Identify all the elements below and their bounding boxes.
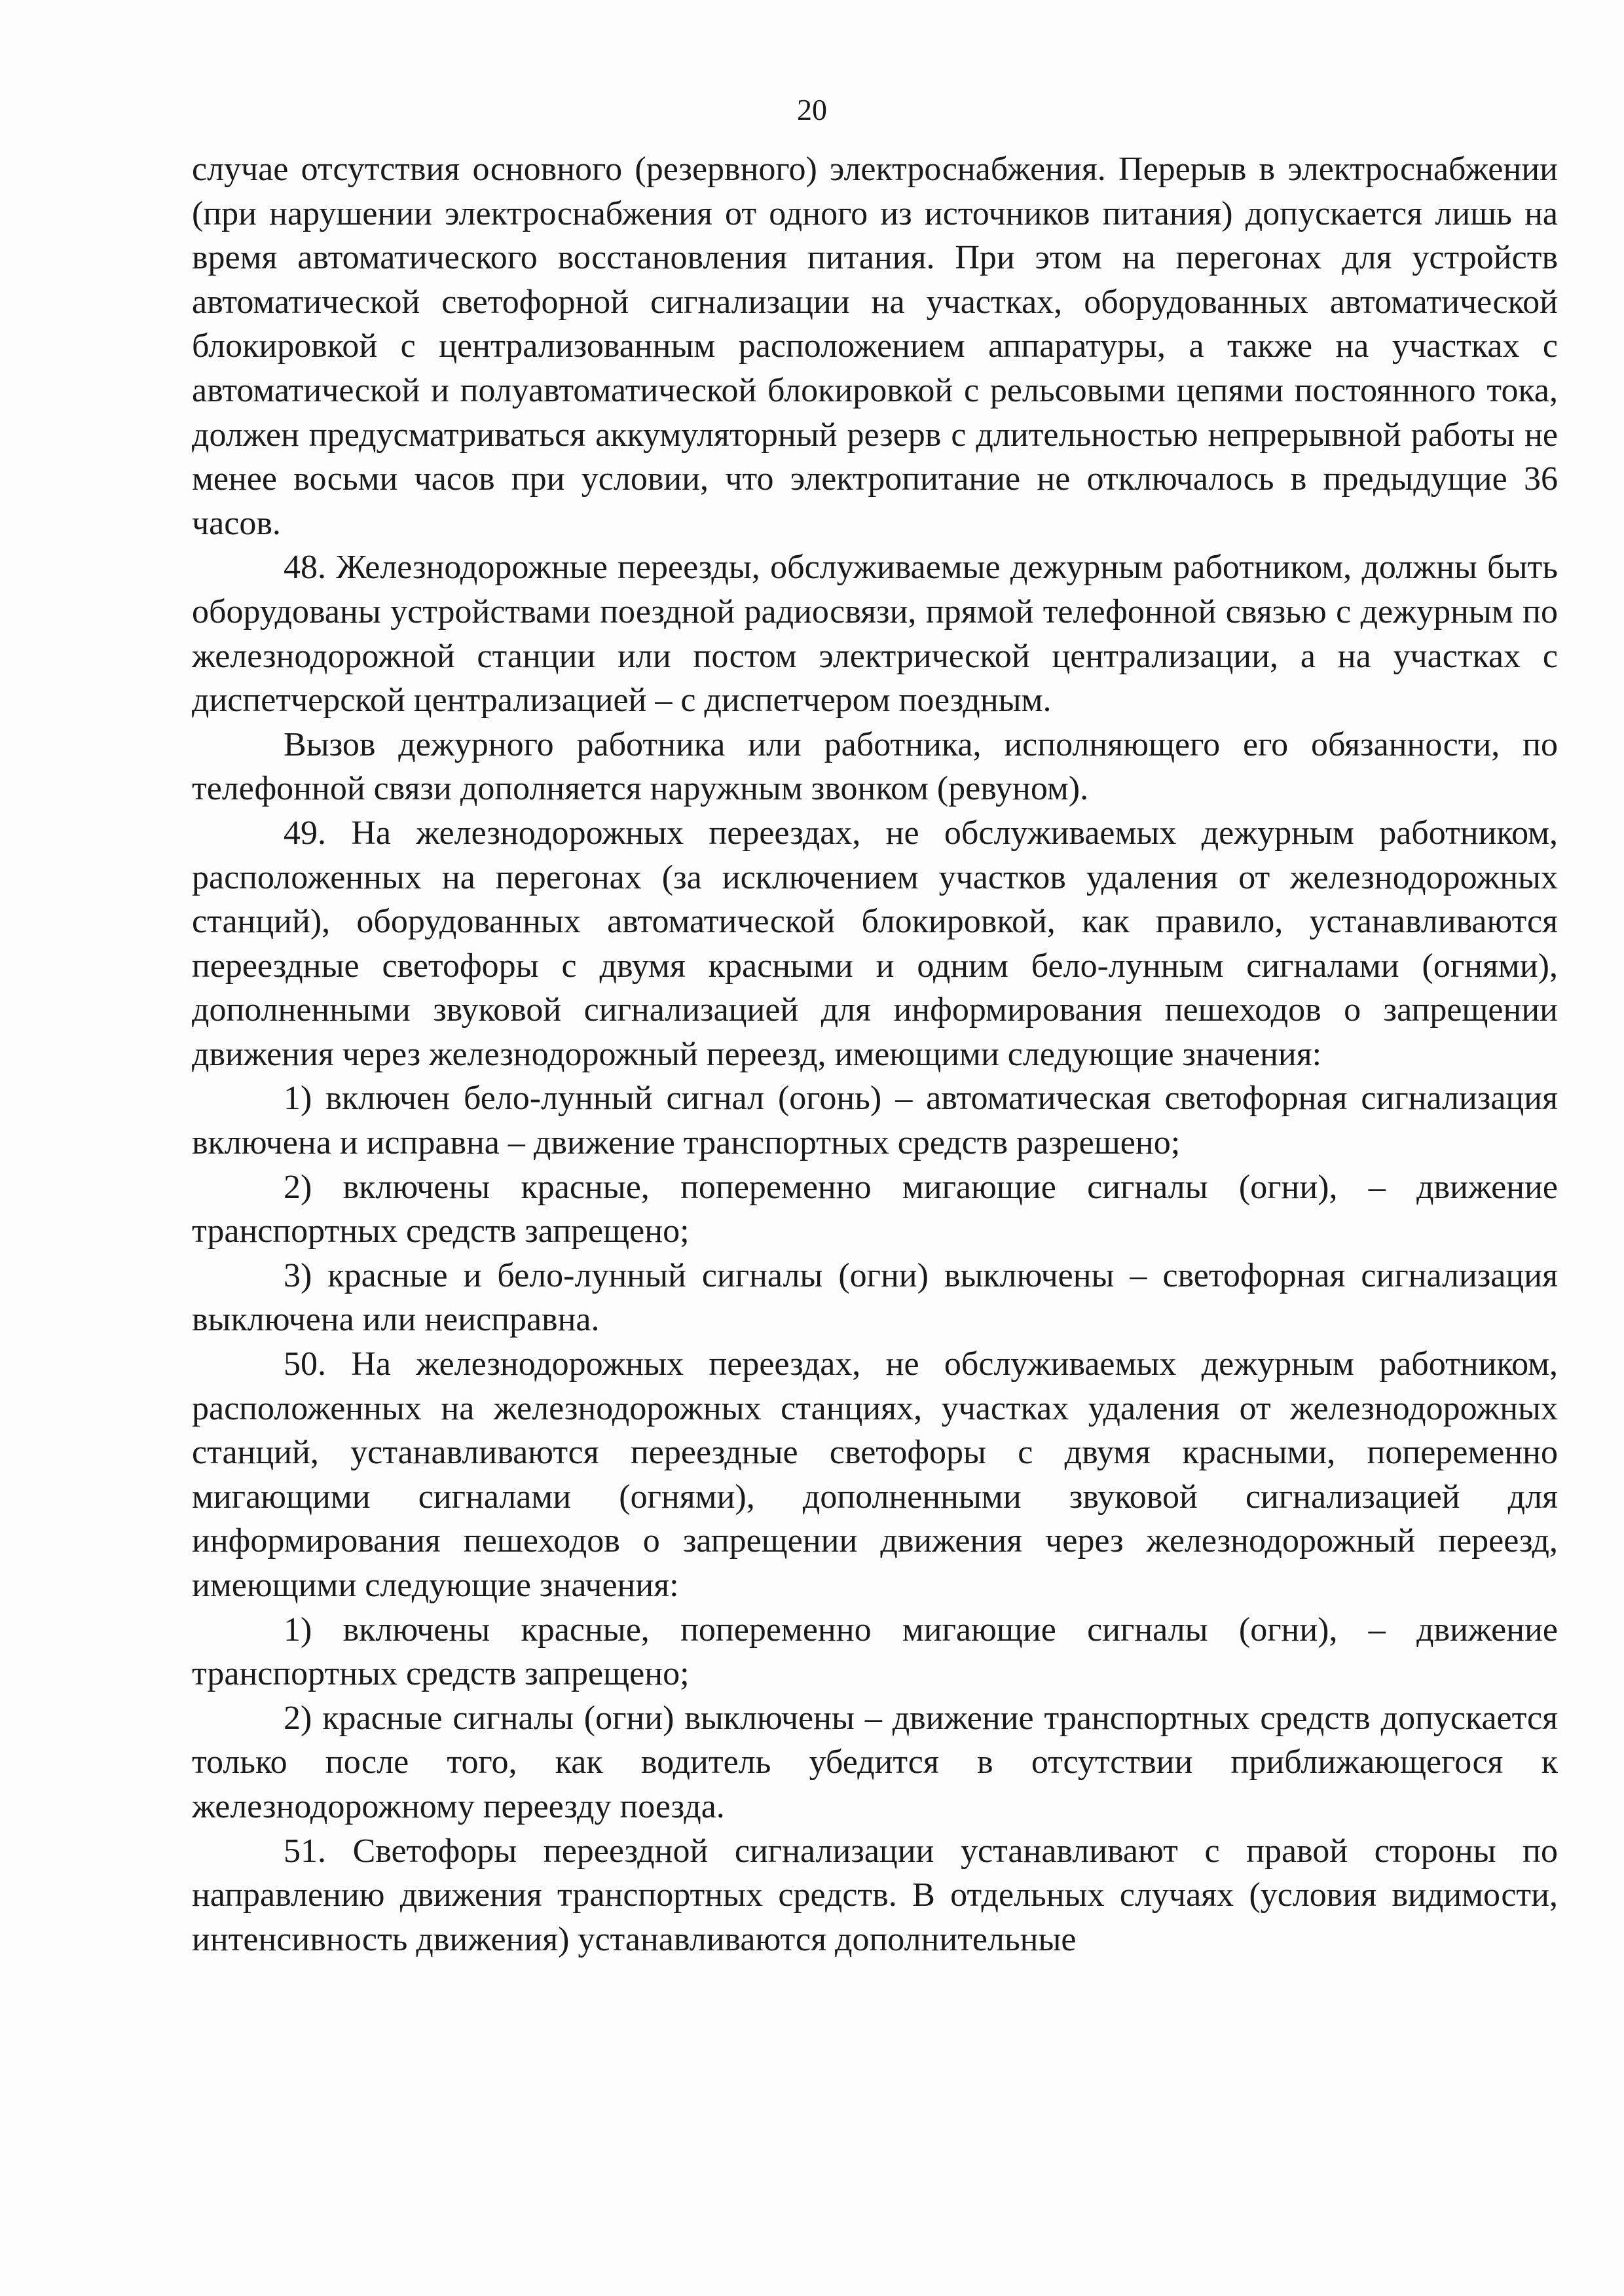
paragraph-51: 51. Светофоры переездной сигнализации устанавливают с правой стороны по направлению движения транспортных средств. В отдельных случаях (условия видимости, интенсивность движения) устанавливаются дополнительные (192, 1832, 1558, 1958)
paragraph-49-item-3: 3) красные и бело-лунный сигналы (огни) выключены – светофорная сигнализация выключена или неисправна. (192, 1256, 1558, 1339)
paragraph-50: 50. На железнодорожных переездах, не обслуживаемых дежурным работником, расположенных на железнодорожных станциях, участках удаления от железнодорожных станций, устанавливаются переездные светофоры с двумя красными, попеременно мигающими сигналами (огнями), дополненными звуковой сигнализацией для информирования пешеходов о запрещении движения через железнодорожный переезд, имеющими следующие значения: (192, 1345, 1558, 1604)
paragraph-49: 49. На железнодорожных переездах, не обслуживаемых дежурным работником, расположенных на перегонах (за исключением участков удаления от железнодорожных станций), оборудованных автоматической блокировкой, как правило, устанавливаются переездные светофоры с двумя красными и одним бело-лунным сигналами (огнями), дополненными звуковой сигнализацией для информирования пешеходов о запрещении движения через железнодорожный переезд, имеющими следующие значения: (192, 814, 1558, 1073)
document-body (192, 147, 1558, 1961)
paragraph-50-item-2: 2) красные сигналы (огни) выключены – движение транспортных средств допускается только после того, как водитель убедится в отсутствии приближающегося к железнодорожному переезду поезда. (192, 1699, 1558, 1825)
paragraph-power-supply: случае отсутствия основного (резервного) электроснабжения. Перерыв в электроснабжении (при нарушении электроснабжения от одного из источников питания) допускается лишь на время автоматического восстановления питания. При этом на перегонах для устройств автоматической светофорной сигнализации на участках, оборудованных автоматической блокировкой с централизованным расположением аппаратуры, а также на участках с автоматической и полуавтоматической блокировкой с рельсовыми цепями постоянного тока, должен предусматриваться аккумуляторный резерв с длительностью непрерывной работы не менее восьми часов при условии, что электропитание не отключалось в предыдущие 36 часов. (192, 151, 1558, 542)
paragraph-49-item-1: 1) включен бело-лунный сигнал (огонь) – автоматическая светофорная сигнализация включена и исправна – движение транспортных средств разрешено; (192, 1080, 1558, 1162)
paragraph-48: 48. Железнодорожные переезды, обслуживаемые дежурным работником, должны быть оборудованы устройствами поездной радиосвязи, прямой телефонной связью с дежурным по железнодорожной станции или постом электрической централизации, а на участках с диспетчерской централизацией – с диспетчером поездным. (192, 549, 1558, 720)
paragraph-50-item-1: 1) включены красные, попеременно мигающие сигналы (огни), – движение транспортных средств запрещено; (192, 1611, 1558, 1693)
paragraph-49-item-2: 2) включены красные, попеременно мигающие сигналы (огни), – движение транспортных средств запрещено; (192, 1168, 1558, 1250)
paragraph-48-call: Вызов дежурного работника или работника, исполняющего его обязанности, по телефонной связи дополняется наружным звонком (ревуном). (192, 725, 1558, 808)
page-number: 20 (797, 93, 827, 126)
